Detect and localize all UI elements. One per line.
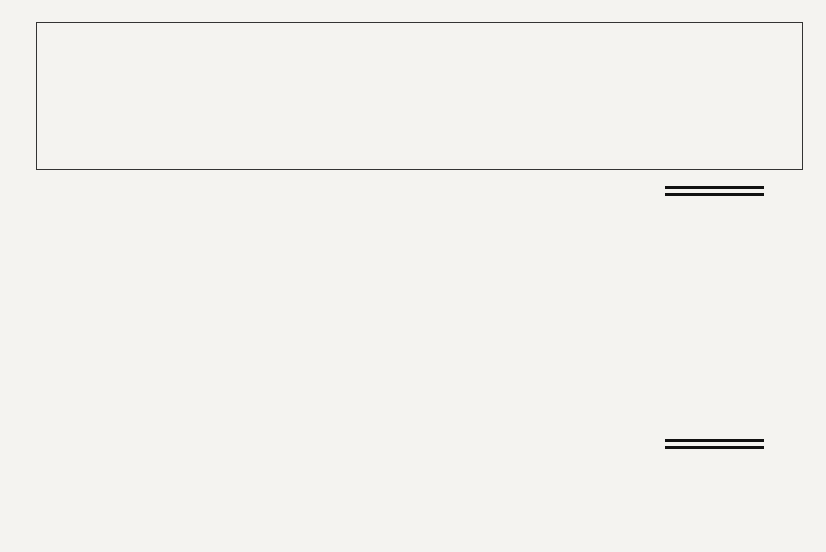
ad-top-rules [665,186,764,200]
ad-bottom-rules [665,439,764,453]
advertisement-block [655,186,775,458]
philips-antenna-box [36,22,803,170]
